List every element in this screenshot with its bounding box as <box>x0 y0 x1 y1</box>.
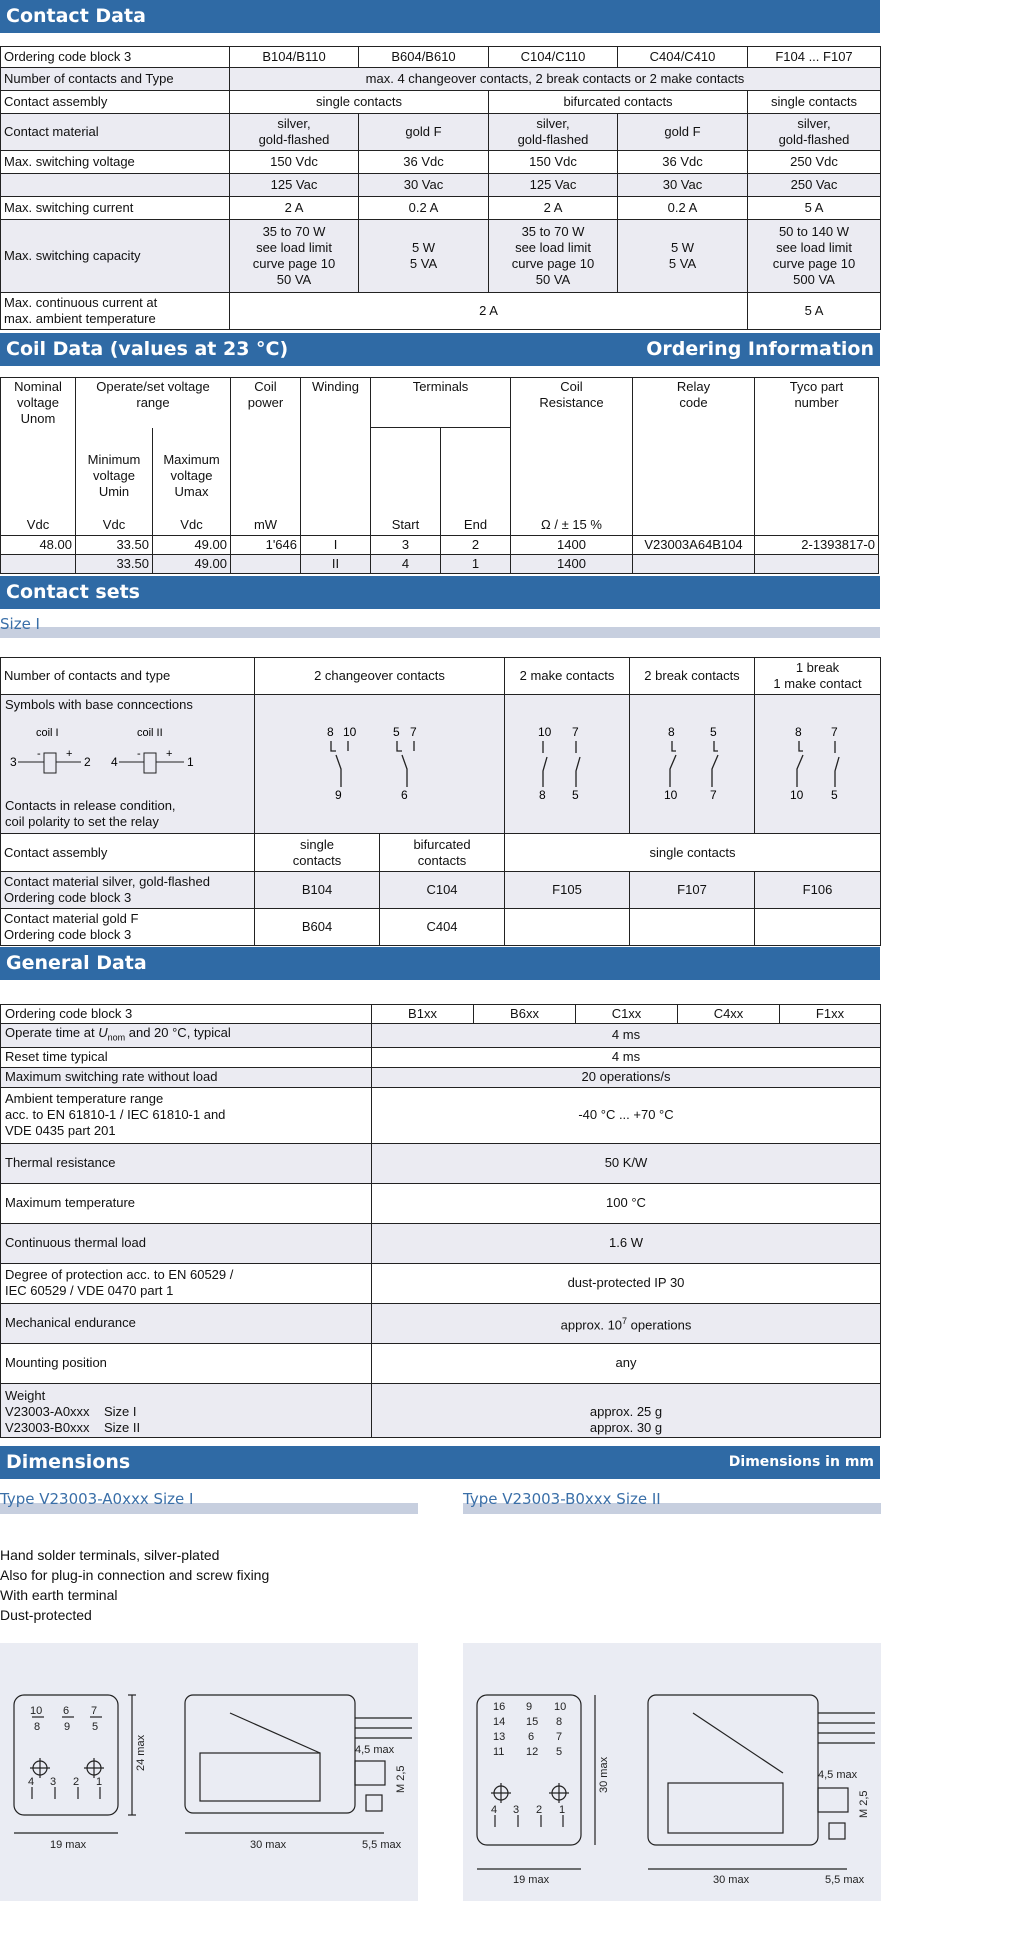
unit-cell: Vdc <box>1 516 76 536</box>
dimension-label: 30 max <box>713 1874 750 1886</box>
terminal-number: 8 <box>668 725 675 739</box>
coil-terminal-label: 3 <box>10 755 17 769</box>
relay-armature <box>693 1713 783 1773</box>
table-cell: B104 <box>255 872 380 909</box>
general-data-table <box>0 1004 881 1438</box>
pin-label: 14 <box>493 1716 506 1728</box>
row-label: Max. continuous current at max. ambient temperature <box>1 293 230 330</box>
terminal-number: 8 <box>795 725 802 739</box>
table-cell: 2 changeover contacts <box>255 658 505 695</box>
break-contacts-symbol <box>630 695 755 834</box>
note-line: With earth terminal <box>0 1587 118 1603</box>
symbol-break-make-cell <box>755 695 881 834</box>
table-cell <box>372 1303 881 1343</box>
table-cell: F107 <box>630 872 755 909</box>
note-line: Dust-protected <box>0 1607 92 1623</box>
contact-data-table <box>0 46 881 330</box>
table-cell: bifurcated contacts <box>489 91 748 114</box>
unit-cell <box>633 516 755 536</box>
table-cell: 5 W 5 VA <box>359 220 489 293</box>
table-row <box>1 1183 881 1223</box>
unit-cell: Vdc <box>76 516 153 536</box>
table-row <box>1 1223 881 1263</box>
contact-sets-header <box>0 576 880 609</box>
coil-label: coil I <box>36 727 59 739</box>
table-cell: 1 <box>441 555 511 574</box>
table-cell: 2-1393817-0 <box>755 536 879 555</box>
unit-cell: Ω / ± 15 % <box>511 516 633 536</box>
terminal-number: 10 <box>343 725 357 739</box>
operate-label-sub: nom <box>107 1032 126 1043</box>
symbols-row <box>1 695 881 834</box>
table-row <box>1 174 881 197</box>
pin-label: 12 <box>526 1746 539 1758</box>
coil-sign: - <box>37 748 41 760</box>
row-label: Mechanical endurance <box>1 1303 372 1343</box>
table-cell: gold F <box>618 114 748 151</box>
row-label: Contact material <box>1 114 230 151</box>
table-cell: 35 to 70 W see load limit curve page 10 50 VA <box>230 220 359 293</box>
table-row <box>1 47 881 68</box>
table-row <box>1 1303 881 1343</box>
row-label: Weight V23003-A0xxx Size I V23003-B0xxx Size II <box>1 1383 372 1437</box>
dimension-label: M 2,5 <box>858 1790 870 1818</box>
row-label: Ordering code block 3 <box>1 47 230 68</box>
break-make-contacts-symbol <box>755 695 881 834</box>
table-cell: 2 <box>441 536 511 555</box>
table-cell: B604 <box>255 909 380 946</box>
table-row <box>1 1343 881 1383</box>
table-cell: C104/C110 <box>489 47 618 68</box>
table-cell: bifurcated contacts <box>380 834 505 872</box>
table-cell <box>755 909 881 946</box>
note-line: Also for plug-in connection and screw fixing <box>0 1567 270 1583</box>
pin-label: 15 <box>526 1716 539 1728</box>
table-cell: single contacts <box>255 834 380 872</box>
table-row <box>1 1263 881 1303</box>
table-cell: 1400 <box>511 555 633 574</box>
table-cell: 20 operations/s <box>372 1067 881 1087</box>
row-label: Mounting position <box>1 1343 372 1383</box>
contact-line <box>543 741 580 787</box>
coil-data-table <box>0 377 879 574</box>
drawing-size1-panel <box>0 1643 418 1901</box>
unit-cell <box>755 516 879 536</box>
table-row <box>1 1024 881 1048</box>
table-row <box>1 293 881 330</box>
pin-label: 6 <box>63 1705 70 1717</box>
table-cell: 4 ms <box>372 1024 881 1048</box>
coil-terminal-label: 1 <box>187 755 194 769</box>
contact-line <box>797 741 839 787</box>
table-cell: approx. 25 g approx. 30 g <box>372 1383 881 1437</box>
coil-terminal-label: 2 <box>84 755 91 769</box>
table-row <box>1 909 881 946</box>
table-cell: 2 A <box>230 293 748 330</box>
table-row <box>1 68 881 91</box>
table-cell: silver, gold-flashed <box>230 114 359 151</box>
table-cell: F105 <box>505 872 630 909</box>
table-cell: single contacts <box>748 91 881 114</box>
pin-label: 2 <box>536 1804 543 1816</box>
terminal-number: 7 <box>831 725 838 739</box>
unit-cell <box>301 516 371 536</box>
row-label: Contact assembly <box>1 91 230 114</box>
table-row <box>1 1087 881 1143</box>
terminal-number: 10 <box>538 725 552 739</box>
row-label: Ambient temperature range acc. to EN 61810-1 / IEC 61810-1 and VDE 0435 part 201 <box>1 1087 372 1143</box>
unit-cell: End <box>441 516 511 536</box>
operate-label-u: U <box>98 1025 108 1040</box>
table-cell: 100 °C <box>372 1183 881 1223</box>
table-cell: 30 Vac <box>618 174 748 197</box>
general-data-header <box>0 947 880 980</box>
row-label: Contact assembly <box>1 834 255 872</box>
table-cell: 2 break contacts <box>630 658 755 695</box>
pin-label: 9 <box>526 1701 533 1713</box>
terminal-number: 5 <box>393 725 400 739</box>
row-label: Maximum temperature <box>1 1183 372 1223</box>
mechanical-post: operations <box>627 1317 692 1333</box>
mechanical-sup: 7 <box>622 1315 628 1326</box>
pin-label: 10 <box>30 1705 43 1717</box>
relay-side-outline <box>648 1695 818 1845</box>
terminal-number: 7 <box>572 725 579 739</box>
code-cell: B6xx <box>474 1005 576 1024</box>
table-cell: 50 to 140 W see load limit curve page 10 500 VA <box>748 220 881 293</box>
table-cell: 49.00 <box>153 555 231 574</box>
table-cell: 4 <box>371 555 441 574</box>
table-cell: C104 <box>380 872 505 909</box>
table-cell: C404/C410 <box>618 47 748 68</box>
coil-sign: - <box>137 748 141 760</box>
screw-stud <box>818 1788 848 1812</box>
pin-label: 16 <box>493 1701 506 1713</box>
table-row <box>1 834 881 872</box>
row-label: Number of contacts and Type <box>1 68 230 91</box>
pin-label: 3 <box>50 1776 57 1788</box>
unit-cell: mW <box>231 516 301 536</box>
table-cell: II <box>301 555 371 574</box>
header-operate: Operate/set voltage range <box>76 378 231 428</box>
table-cell: silver, gold-flashed <box>489 114 618 151</box>
row-label <box>1 174 230 197</box>
type2-title: Type V23003-B0xxx Size II <box>463 1490 661 1508</box>
header-tyco: Tyco part number <box>755 378 879 516</box>
pin-label: 4 <box>491 1804 498 1816</box>
table-cell: F104 ... F107 <box>748 47 881 68</box>
terminal-number: 10 <box>790 788 804 802</box>
table-cell: F106 <box>755 872 881 909</box>
table-cell: single contacts <box>505 834 881 872</box>
pin-label: 5 <box>556 1746 563 1758</box>
dimensions-header <box>0 1446 880 1479</box>
table-cell: 1'646 <box>231 536 301 555</box>
table-cell <box>505 909 630 946</box>
note-line: Hand solder terminals, silver-plated <box>0 1547 220 1563</box>
table-cell: silver, gold-flashed <box>748 114 881 151</box>
row-label: Maximum switching rate without load <box>1 1067 372 1087</box>
pin-label: 7 <box>556 1731 563 1743</box>
row-label <box>1 1024 372 1048</box>
table-row <box>1 872 881 909</box>
section-title: Coil Data (values at 23 °C) <box>6 338 289 360</box>
drawing-size1 <box>0 1643 418 1901</box>
table-cell: 4 ms <box>372 1047 881 1067</box>
dimension-label: 24 max <box>135 1734 147 1771</box>
table-cell: 33.50 <box>76 555 153 574</box>
coil-data-header <box>0 333 880 366</box>
contact-sets-table <box>0 657 881 946</box>
table-cell: -40 °C ... +70 °C <box>372 1087 881 1143</box>
header-winding: Winding <box>301 378 371 516</box>
symbols-note: Contacts in release condition, coil polarity to set the relay <box>5 798 176 829</box>
contact-line <box>331 741 348 787</box>
drawing-size2-panel <box>463 1643 881 1901</box>
table-cell: 0.2 A <box>618 197 748 220</box>
type1-title: Type V23003-A0xxx Size I <box>0 1490 194 1508</box>
header-coil-power: Coil power <box>231 378 301 516</box>
table-row <box>1 536 879 555</box>
table-row <box>1 1047 881 1067</box>
table-cell: any <box>372 1343 881 1383</box>
header-nominal: Nominal voltage Unom <box>1 378 76 516</box>
table-cell: dust-protected IP 30 <box>372 1263 881 1303</box>
terminal-number: 7 <box>710 788 717 802</box>
dimension-label: 4,5 max <box>355 1744 395 1756</box>
symbol-changeover-cell <box>255 695 505 834</box>
dimension-label: M 2,5 <box>395 1765 407 1793</box>
table-cell: 250 Vac <box>748 174 881 197</box>
table-cell: 150 Vdc <box>230 151 359 174</box>
row-label: Thermal resistance <box>1 1143 372 1183</box>
code-cell: C4xx <box>678 1005 780 1024</box>
table-row <box>1 151 881 174</box>
table-row <box>1 555 879 574</box>
contact-line <box>397 741 414 787</box>
header-terminal-end-blank <box>441 428 511 516</box>
code-cell: F1xx <box>780 1005 881 1024</box>
terminal-number: 8 <box>327 725 334 739</box>
row-label: Continuous thermal load <box>1 1223 372 1263</box>
row-label: Reset time typical <box>1 1047 372 1067</box>
relay-coil-outline <box>200 1753 320 1801</box>
table-cell: 5 A <box>748 197 881 220</box>
dimensions-unit-note: Dimensions in mm <box>728 1454 874 1470</box>
header-terminal-start-blank <box>371 428 441 516</box>
table-cell: 1400 <box>511 536 633 555</box>
pin-label: 5 <box>92 1721 99 1733</box>
table-row <box>1 114 881 151</box>
drawing-size2 <box>463 1643 881 1901</box>
table-cell: 250 Vdc <box>748 151 881 174</box>
table-row <box>1 197 881 220</box>
table-cell: 2 make contacts <box>505 658 630 695</box>
header-coil-resistance: Coil Resistance <box>511 378 633 516</box>
contact-line <box>670 741 718 787</box>
table-cell: 125 Vac <box>230 174 359 197</box>
row-label: Number of contacts and type <box>1 658 255 695</box>
pin-label: 7 <box>91 1705 98 1717</box>
table-cell: B104/B110 <box>230 47 359 68</box>
row-label: Max. switching capacity <box>1 220 230 293</box>
table-cell: 5 W 5 VA <box>618 220 748 293</box>
table-cell: 48.00 <box>1 536 76 555</box>
pin-label: 1 <box>559 1804 566 1816</box>
table-cell: gold F <box>359 114 489 151</box>
section-title: Dimensions <box>6 1451 131 1473</box>
row-label: Max. switching current <box>1 197 230 220</box>
dimension-label: 5,5 max <box>362 1839 402 1851</box>
table-cell: C404 <box>380 909 505 946</box>
terminal-number: 7 <box>410 725 417 739</box>
table-cell: 50 K/W <box>372 1143 881 1183</box>
table-cell: 150 Vdc <box>489 151 618 174</box>
unit-cell: Start <box>371 516 441 536</box>
table-row <box>1 1143 881 1183</box>
make-contacts-symbol <box>505 695 630 834</box>
changeover-contacts-symbol <box>255 695 505 834</box>
table-row <box>1 1383 881 1437</box>
mechanical-pre: approx. 10 <box>560 1317 623 1333</box>
header-min: Minimum voltage Umin <box>76 428 153 516</box>
row-label: Max. switching voltage <box>1 151 230 174</box>
pin-label: 6 <box>528 1731 535 1743</box>
screw-head <box>366 1795 382 1811</box>
section-title: Contact Data <box>6 5 146 27</box>
table-cell <box>231 555 301 574</box>
terminal-number: 5 <box>572 788 579 802</box>
dimension-label: 30 max <box>250 1839 287 1851</box>
symbol-make-cell <box>505 695 630 834</box>
table-cell: max. 4 changeover contacts, 2 break contacts or 2 make contacts <box>230 68 881 91</box>
dimension-notes <box>0 1545 269 1625</box>
contact-data-header <box>0 0 880 33</box>
size-label: Size I <box>0 615 40 633</box>
pin-label: 8 <box>556 1716 563 1728</box>
symbols-label-cell <box>1 695 255 834</box>
relay-coil-outline <box>668 1783 783 1833</box>
pin-label: 11 <box>493 1746 505 1758</box>
table-cell: I <box>301 536 371 555</box>
table-cell: 33.50 <box>76 536 153 555</box>
table-row <box>1 220 881 293</box>
code-cell: B1xx <box>372 1005 474 1024</box>
dimension-label: 4,5 max <box>818 1769 858 1781</box>
table-cell: 3 <box>371 536 441 555</box>
dimension-label: 19 max <box>50 1839 87 1851</box>
table-row <box>1 1067 881 1087</box>
table-cell: 1.6 W <box>372 1223 881 1263</box>
operate-label-post: and 20 °C, typical <box>125 1025 231 1040</box>
pin-label: 9 <box>64 1721 71 1733</box>
row-label: Contact material silver, gold-flashed Ordering code block 3 <box>1 872 255 909</box>
table-row <box>1 91 881 114</box>
screw-head <box>829 1823 845 1839</box>
table-header-row <box>1 378 879 428</box>
row-label: Contact material gold F Ordering code block 3 <box>1 909 255 946</box>
table-cell: 36 Vdc <box>618 151 748 174</box>
symbols-label: Symbols with base conncections <box>5 697 193 712</box>
pin-label: 8 <box>34 1721 41 1733</box>
table-row <box>1 658 881 695</box>
pin-label: 13 <box>493 1731 506 1743</box>
terminal-number: 8 <box>539 788 546 802</box>
table-cell: 0.2 A <box>359 197 489 220</box>
header-max: Maximum voltage Umax <box>153 428 231 516</box>
table-cell: single contacts <box>230 91 489 114</box>
header-terminals: Terminals <box>371 378 511 428</box>
coil-sign: + <box>66 748 73 760</box>
table-cell: 125 Vac <box>489 174 618 197</box>
size-underline <box>0 627 880 638</box>
coil-symbol <box>144 753 156 773</box>
table-cell <box>630 909 755 946</box>
section-title: Contact sets <box>6 581 140 603</box>
units-row <box>1 516 879 536</box>
table-cell: 2 A <box>230 197 359 220</box>
terminal-number: 5 <box>710 725 717 739</box>
coil-terminal-label: 4 <box>111 755 118 769</box>
table-row <box>1 1005 881 1024</box>
terminal-number: 9 <box>335 788 342 802</box>
table-cell <box>1 555 76 574</box>
screw-stud <box>355 1761 385 1785</box>
row-label: Ordering code block 3 <box>1 1005 372 1024</box>
pin-label: 10 <box>554 1701 567 1713</box>
header-relay-code: Relay code <box>633 378 755 516</box>
pin-label: 3 <box>513 1804 520 1816</box>
table-cell: V23003A64B104 <box>633 536 755 555</box>
unit-cell: Vdc <box>153 516 231 536</box>
table-cell: 5 A <box>748 293 881 330</box>
pin-label: 2 <box>73 1776 80 1788</box>
table-cell: 30 Vac <box>359 174 489 197</box>
pin-label: 1 <box>96 1776 103 1788</box>
coil-label: coil II <box>137 727 163 739</box>
table-cell: 35 to 70 W see load limit curve page 10 50 VA <box>489 220 618 293</box>
terminal-number: 5 <box>831 788 838 802</box>
symbol-break-cell <box>630 695 755 834</box>
row-label: Degree of protection acc. to EN 60529 / IEC 60529 / VDE 0470 part 1 <box>1 1263 372 1303</box>
relay-armature <box>230 1713 320 1753</box>
code-cell: C1xx <box>576 1005 678 1024</box>
coil-sign: + <box>166 748 173 760</box>
terminal-number: 6 <box>401 788 408 802</box>
dimension-label: 30 max <box>598 1756 610 1793</box>
table-cell: 2 A <box>489 197 618 220</box>
relay-side-outline <box>185 1695 355 1813</box>
terminal-number: 10 <box>664 788 678 802</box>
table-cell: 36 Vdc <box>359 151 489 174</box>
coil-symbol <box>44 753 56 773</box>
operate-label-pre: Operate time at <box>5 1025 99 1040</box>
table-cell: B604/B610 <box>359 47 489 68</box>
dimension-label: 5,5 max <box>825 1874 865 1886</box>
table-cell: 49.00 <box>153 536 231 555</box>
dimension-label: 19 max <box>513 1874 550 1886</box>
ordering-information-title: Ordering Information <box>646 338 874 360</box>
table-cell <box>633 555 755 574</box>
table-cell: 1 break 1 make contact <box>755 658 881 695</box>
pin-label: 4 <box>28 1776 35 1788</box>
section-title: General Data <box>6 952 147 974</box>
table-cell <box>755 555 879 574</box>
